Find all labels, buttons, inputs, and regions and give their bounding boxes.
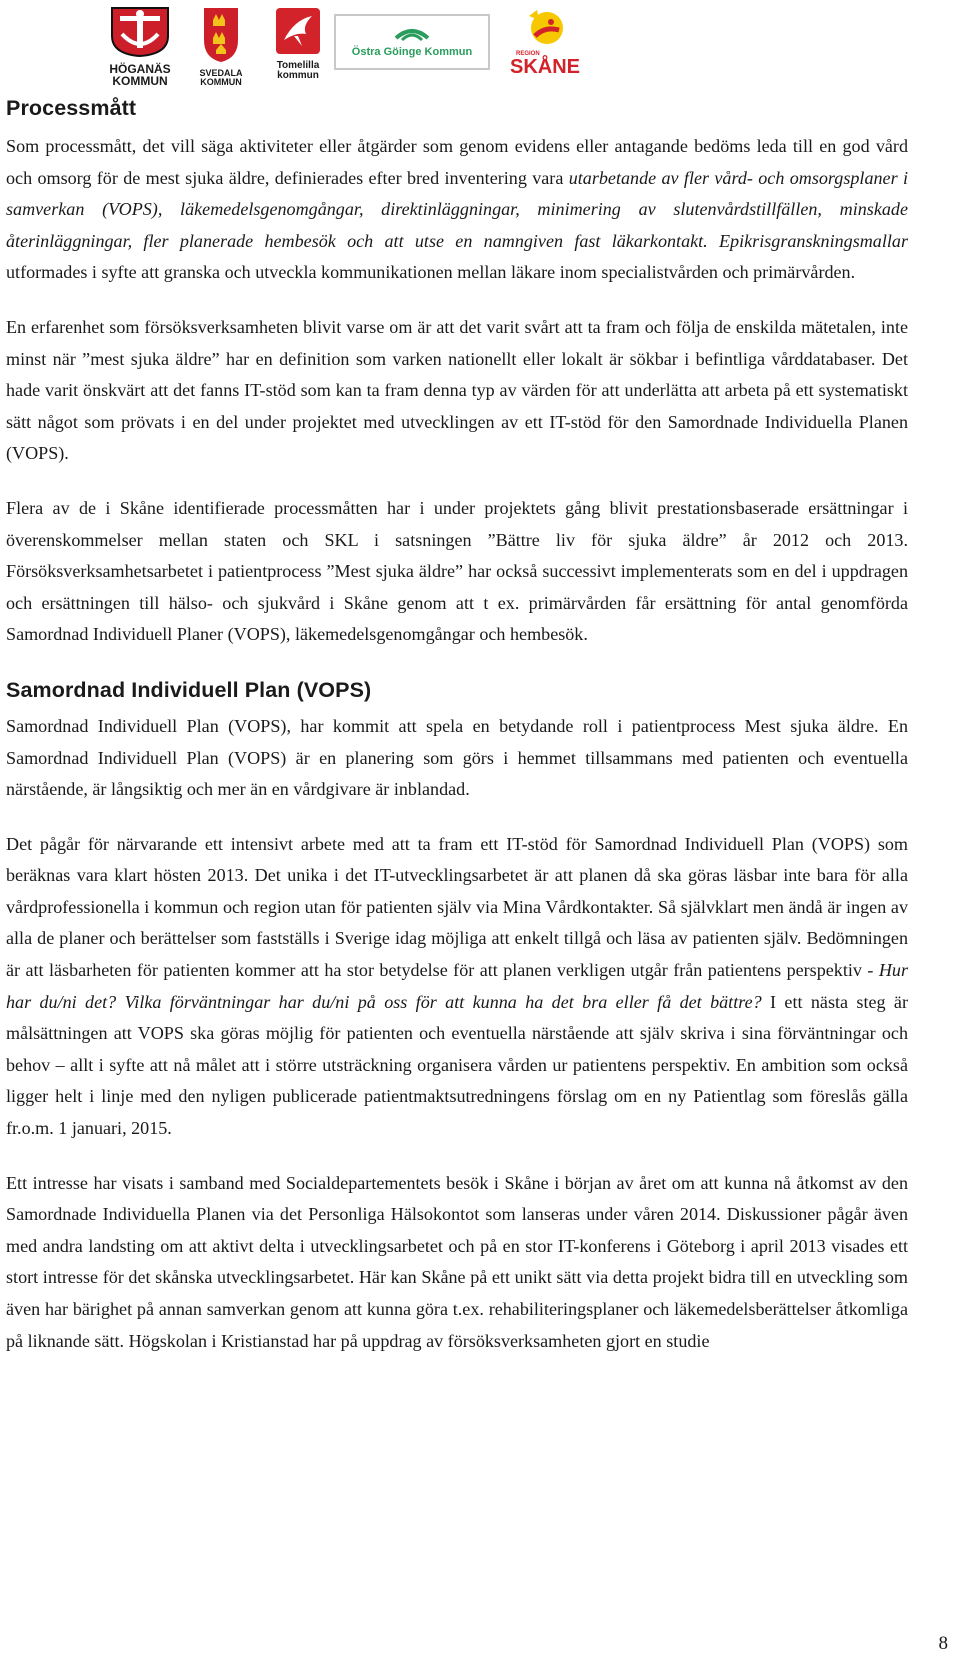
vops-p2-italic: Hur har du/ni det? Vilka förväntningar har du/ni på oss för att kunna ha det bra eller få det bättre?: [6, 960, 908, 1012]
vops-p2-text-b: I ett nästa steg är målsättningen att VOPS ska göras möjlig för patienten och eventuella närstående att själv skriva i sina förväntningar och behov – allt i syfte att nå målet att i större utsträckning organisera vården ur patientens perspektiv. En ambition som också ligger helt i linje med den nyligen publicerade patientmaktsutredningens förslag om en ny Patientlag som föreslås gälla fr.o.m. 1 januari, 2015.: [6, 991, 908, 1139]
p1-italic-b: Epikrisgranskningsmallar: [719, 230, 908, 251]
p1-italic-a: utarbetande av fler vård- och omsorgsplaner i samverkan (VOPS), läkemedelsgenomgångar, direktinläggningar, minimering av slutenvårdstillfällen, minskade återinläggningar, fler planerade hembesök och att utse en namngiven fast läkarkontakt.: [6, 167, 908, 251]
skane-griffin-icon: [515, 6, 575, 46]
ostra-goinge-kommun-logo: [334, 14, 490, 70]
svedala-label: SVEDALA KOMMUN: [199, 68, 243, 87]
hoganas-line2: KOMMUN: [112, 74, 168, 88]
hoganas-line1: HÖGANÄS: [109, 62, 171, 76]
paragraph-vops-3: Ett intresse har visats i samband med Socialdepartementets besök i Skåne i början av året om att kunna nå åtkomst av den Samordnade Individuella Planen via det Personliga Hälsokontot som lanseras under våren 2014. Diskussioner pågår även med andra landsting om att aktivt delta i utvecklingsarbetet och på en stor IT-konferens i Göteborg i april 2013 visades ett stort intresse för det skånska utvecklingsarbetet. Här kan Skåne på ett unikt sätt via detta projekt bidra till en utveckling som även har bärighet på annan samverkan genom att kunna göra t.ex. rehabiliteringsplaner och läkemedelsberättelser åtkomliga på liknande sätt. Högskolan i Kristianstad har på uppdrag av försöksverksamheten gjort en studie: [6, 1172, 908, 1351]
ostra-goinge-label: Östra Göinge Kommun: [351, 46, 473, 58]
tomelilla-bird-icon: [272, 6, 324, 56]
tomelilla-line2: kommun: [277, 70, 319, 81]
document-body: [6, 96, 908, 1357]
p1-space: [708, 231, 719, 251]
paragraph-vops-1: Samordnad Individuell Plan (VOPS), har kommit att spela en betydande roll i patientprocess Mest sjuka äldre. En Samordnad Individuell Plan (VOPS) är en planering som görs i hemmet tillsammans med patienten och eventuella närstående, är långsiktig och mer än en vårdgivare är inblandad.: [6, 715, 908, 800]
paragraph-processmatt-1: [6, 131, 908, 289]
svedala-crest-icon: [180, 6, 262, 64]
svedala-kommun-logo: [180, 6, 262, 87]
ostra-goinge-leaf-icon: [392, 24, 432, 42]
section-title-vops: Samordnad Individuell Plan (VOPS): [6, 677, 372, 702]
skane-small-label: REGION: [516, 51, 540, 57]
p1-text-b: utformades i syfte att granska och utveckla kommunikationen mellan läkare inom specialistvården och primärvården.: [6, 262, 856, 283]
p1-text-a: Som processmått, det vill säga aktiviteter eller åtgärder som genom evidens eller antagande bedöms leda till en god vård och omsorg för de mest sjuka äldre, definierades efter bred inventering vara: [6, 136, 908, 188]
paragraph-processmatt-2: En erfarenhet som försöksverksamheten blivit varse om är att det varit svårt att ta fram och följa de enskilda mätetalen, inte minst när ”mest sjuka äldre” har en definition som varken nationellt eller lokalt är sökbar i befintliga vårddatabaser. Det hade varit önskvärt att det fanns IT-stöd som kan ta fram denna typ av värden för att underlätta att arbeta på ett systematiskt sätt något som prövats i en del under projektet med utvecklingen av ett IT-stöd för den Samordnade Individuella Planen (VOPS).: [6, 316, 908, 464]
section-title-processmatt: Processmått: [6, 96, 137, 120]
tomelilla-line1: Tomelilla: [276, 60, 320, 71]
tomelilla-kommun-logo: [272, 6, 324, 81]
page-number: 8: [938, 1633, 948, 1654]
hoganas-crest-icon: [100, 6, 180, 58]
logo-strip: [100, 6, 620, 88]
paragraph-processmatt-3: Flera av de i Skåne identifierade processmåtten har i under projektets gång blivit prestationsbaserade ersättningar i överenskommelser mellan staten och SKL i satsningen ”Bättre liv för sjuka äldre” år 2012 och 2013. Försöksverksamhetsarbetet i patientprocess ”Mest sjuka äldre” har också successivt implementerats som en del i uppdragen och ersättningen till hälso- och sjukvård i Skåne genom att t ex. primärvården får ersättning för antal genomförda Samordnad Individuell Planer (VOPS), läkemedelsgenomgångar och hembesök.: [6, 497, 908, 645]
hoganas-kommun-logo: [100, 6, 180, 87]
skane-big-label: SKÅNE: [510, 56, 581, 78]
vops-p2-text-a: Det pågår för närvarande ett intensivt arbete med att ta fram ett IT-stöd för Samordnad Individuell Plan (VOPS) som beräknas vara klart hösten 2013. Det unika i det IT-utvecklingsarbetet är att planen då ska göras läsbar inte bara för alla vårdprofessionella i kommun och region utan för patienten själv via Mina Vårdkontakter. Så självklart men ändå är ingen av alla de planer och berättelser som fastställs i Sverige idag möjliga att enkelt tillgå och läsa av patienten själv. Bedömningen är att läsbarheten för patienten kommer att ha stor betydelse för att planen verkligen utgår från patientens perspektiv -: [6, 833, 908, 981]
region-skane-logo: [510, 6, 580, 77]
paragraph-vops-2: [6, 829, 908, 1145]
